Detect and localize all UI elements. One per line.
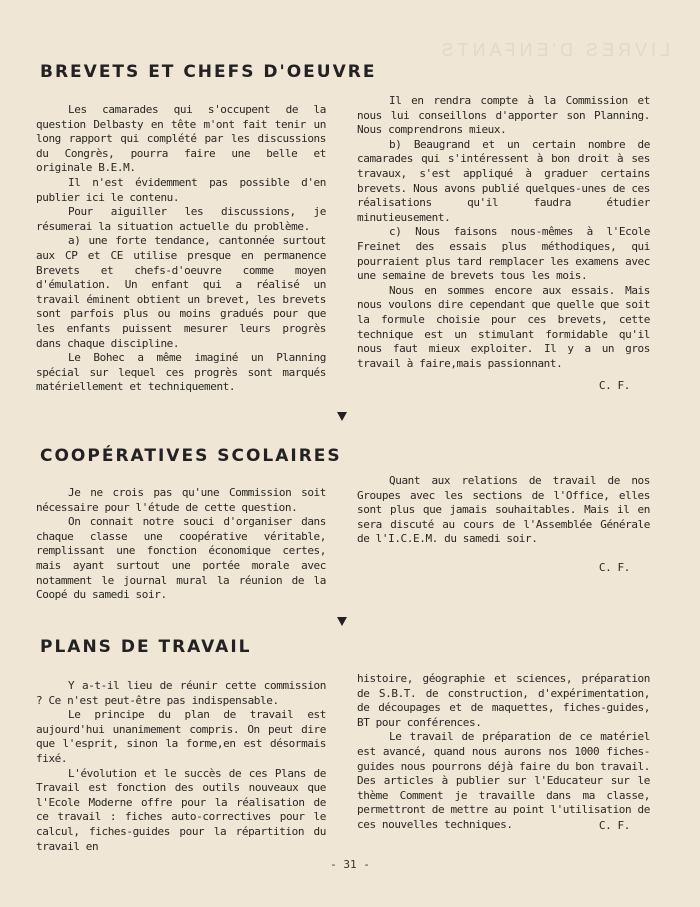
paragraph: Il en rendra compte à la Commission et nous lui conseillons d'apporter son Planning. Nous comprendrons mieux.: [357, 94, 650, 137]
paragraph: c) Nous faisons nous-mêmes à l'Ecole Freinet des essais plus méthodiques, qui pourraient plus tard remplacer les examens avec une semaine de brevets tous les mois.: [357, 225, 650, 283]
paragraph: histoire, géographie et sciences, préparation de S.B.T. de construction, d'expérimentation, de découpages et de maquettes, fiches-guides, BT pour conférences.: [357, 672, 650, 729]
signature: C. F.: [598, 379, 630, 393]
paragraph: Quant aux relations de travail de nos Groupes avec les sections de l'Office, elles sont plus que jamais souhaitables. Mais il en sera discuté au cours de l'Assemblée Générale de l'I.C.E.M. du samedi soir.: [357, 474, 650, 546]
paragraph: a) une forte tendance, cantonnée surtout aux CP et CE utilise presque en permanence Brevets et chefs-d'oeuvre comme moyen d'émulation. Un enfant qui a réalisé un travail éminent obtient un brevet, les brevets sont parfois plus ou moins gradués pour que les enfants puissent mesurer leurs progrès dans chaque discipline.: [36, 234, 326, 350]
section-separator-arrow-icon: [337, 617, 347, 626]
paragraph: Le Bohec a même imaginé un Planning spécial sur lequel ces progrès sont marqués matériellement et techniquement.: [36, 351, 326, 394]
paragraph: Pour aiguiller les discussions, je résumerai la situation actuelle du problème.: [36, 205, 326, 233]
section-title-plans: PLANS DE TRAVAIL: [40, 637, 252, 657]
brevets-left-column: [36, 103, 326, 395]
cooperatives-right-column: [357, 474, 650, 576]
paragraph: L'évolution et le succès de ces Plans de Travail est fonction des outils nouveaux que l'Ecole Moderne offre pour la réalisation de ce travail : fiches auto-correctives pour le calcul, fiches-guides pour la répartition du travail en: [36, 766, 326, 853]
section-title-brevets: BREVETS ET CHEFS D'OEUVRE: [40, 62, 377, 82]
bleed-through-text: LIVRES D'ENFANTS: [437, 40, 670, 60]
plans-right-column: [357, 672, 650, 833]
plans-left-column: [36, 679, 326, 854]
brevets-right-column: [357, 94, 650, 394]
paragraph: Le travail de préparation de ce matériel est avancé, quand nous aurons nos 1000 fiches-guides nous pourrons déjà faire du bon travail. Des articles à publier sur l'Educateur sur le thème Comment je travaille dans ma classe, permettront de mettre au point l'utilisation de ces nouvelles techniques.: [357, 730, 650, 831]
paragraph: Je ne crois pas qu'une Commission soit nécessaire pour l'étude de cette question.: [36, 486, 326, 514]
signature: C. F.: [598, 560, 630, 574]
cooperatives-left-column: [36, 486, 326, 603]
paragraph: Nous en sommes encore aux essais. Mais nous voulons dire cependant que quelle que soit la formule choisie pour ces brevets, cette technique est un stimulant formidable qu'il nous faut mieux exploiter. Il y a un gros travail à faire,mais passionnant.: [357, 283, 650, 370]
paragraph: On connait notre souci d'organiser dans chaque classe une coopérative véritable, remplissant une fonction économique certes, mais ayant surtout une portée morale avec notamment le journal mural la réunion de la Coopé du samedi soir.: [36, 515, 326, 602]
section-title-cooperatives: COOPÉRATIVES SCOLAIRES: [40, 446, 342, 466]
paragraph: Les camarades qui s'occupent de la question Delbasty en tête m'ont fait tenir un long rapport qui complété par les discussions du Congrès, pourra faire une belle et originale B.E.M.: [36, 103, 326, 175]
paragraph: Il n'est évidemment pas possible d'en publier ici le contenu.: [36, 175, 326, 204]
paragraph: Y a-t-il lieu de réunir cette commission ? Ce n'est peut-être pas indispensable.: [36, 679, 326, 707]
section-separator-arrow-icon: [337, 412, 347, 421]
page-number: - 31 -: [330, 858, 370, 871]
signature: C. F.: [598, 818, 630, 832]
paragraph: Le principe du plan de travail est aujourd'hui unanimement compris. On peut dire que l'esprit, sinon la forme,en est désormais fixé.: [36, 708, 326, 765]
paragraph: b) Beaugrand et un certain nombre de camarades qui s'intéressent à bon droit à ses travaux, s'est appliqué à graduer certains brevets. Nous avons publié quelques-unes de ces réalisations qu'il faudra étudier minutieusement.: [357, 137, 650, 224]
